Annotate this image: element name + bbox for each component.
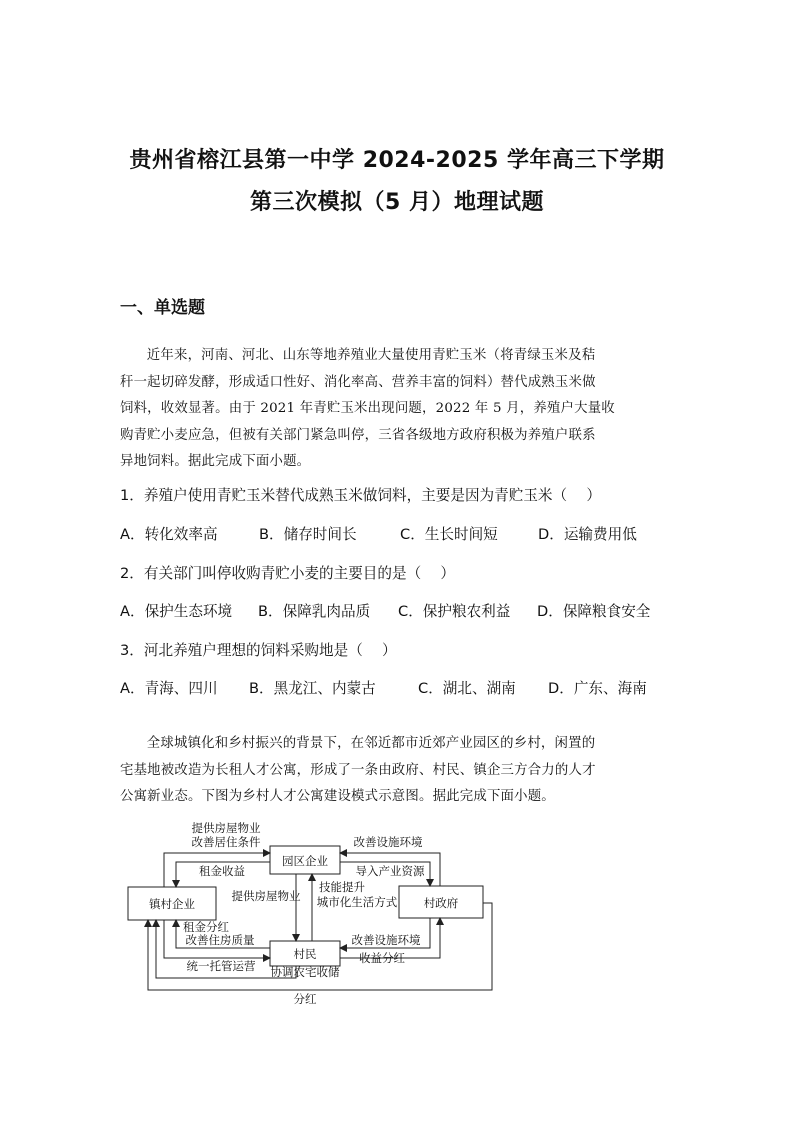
- label-bottom-dividend: 分红: [293, 992, 317, 1006]
- question-3-option-c[interactable]: C．湖北、湖南: [418, 680, 516, 697]
- label-town-park-1: 提供房屋物业: [191, 821, 261, 835]
- label-town-villagers: 统一托管运营: [186, 959, 256, 973]
- passage-2-line: 公寓新业态。下图为乡村人才公寓建设模式示意图。据此完成下面小题。: [120, 789, 555, 804]
- document-title-line-2: 第三次模拟（5 月）地理试题: [250, 190, 544, 215]
- question-1-option-c[interactable]: C．生长时间短: [400, 526, 498, 543]
- node-park-label: 园区企业: [282, 854, 328, 868]
- section-heading: 一、单选题: [120, 298, 205, 318]
- label-gov-villagers: 改善设施环境: [351, 933, 421, 947]
- question-3-stem: 3．河北养殖户理想的饲料采购地是（ ）: [120, 642, 397, 659]
- label-villagers-loop: 协调农宅收储: [270, 965, 340, 979]
- label-villagers-town-1: 租金分红: [183, 920, 229, 934]
- passage-1-line: 异地饲料。据此完成下面小题。: [120, 454, 311, 469]
- question-1-option-d[interactable]: D．运输费用低: [538, 526, 637, 543]
- label-town-park-2: 改善居住条件: [191, 835, 261, 849]
- label-gov-park: 改善设施环境: [353, 835, 423, 849]
- label-park-villagers-left: 提供房屋物业: [231, 889, 301, 903]
- question-2-option-a[interactable]: A．保护生态环境: [120, 603, 233, 620]
- label-villagers-park-1: 技能提升: [319, 880, 365, 894]
- node-gov-label: 村政府: [423, 896, 459, 910]
- node-town-label: 镇村企业: [149, 897, 195, 911]
- label-villagers-park-2: 城市化生活方式: [316, 895, 398, 909]
- passage-1-line: 近年来，河南、河北、山东等地养殖业大量使用青贮玉米（将青绿玉米及秸: [146, 348, 596, 363]
- question-2-option-b[interactable]: B．保障乳肉品质: [258, 603, 371, 620]
- passage-2-line: 全球城镇化和乡村振兴的背景下，在邻近都市近郊产业园区的乡村，闲置的: [146, 736, 596, 751]
- passage-1-line: 饲料，收效显著。由于 2021 年青贮玉米出现问题，2022 年 5 月，养殖户大量收: [120, 401, 615, 416]
- node-villagers-label: 村民: [293, 947, 317, 961]
- label-villagers-gov: 收益分红: [359, 951, 405, 965]
- question-3-option-b[interactable]: B．黑龙江、内蒙古: [249, 680, 376, 697]
- question-3-option-a[interactable]: A．青海、四川: [120, 680, 218, 697]
- question-1-option-b[interactable]: B．储存时间长: [259, 526, 357, 543]
- label-park-gov: 导入产业资源: [355, 864, 425, 878]
- label-villagers-town-2: 改善住房质量: [185, 933, 255, 947]
- label-park-town: 租金收益: [199, 864, 245, 878]
- document-title-line-1: 贵州省榕江县第一中学 2024-2025 学年高三下学期: [129, 148, 665, 173]
- question-2-option-d[interactable]: D．保障粮食安全: [537, 603, 651, 620]
- passage-1-line: 购青贮小麦应急，但被有关部门紧急叫停，三省各级地方政府积极为养殖户联系: [120, 427, 596, 443]
- question-3-option-d[interactable]: D．广东、海南: [548, 680, 647, 697]
- passage-2-line: 宅基地被改造为长租人才公寓，形成了一条由政府、村民、镇企三方合力的人才: [120, 762, 596, 778]
- passage-1-line: 秆一起切碎发酵，形成适口性好、消化率高、营养丰富的饲料）替代成熟玉米做: [120, 374, 596, 390]
- question-1-option-a[interactable]: A．转化效率高: [120, 526, 218, 543]
- question-1-stem: 1．养殖户使用青贮玉米替代成熟玉米做饲料，主要是因为青贮玉米（ ）: [120, 487, 601, 504]
- question-2-option-c[interactable]: C．保护粮农利益: [398, 603, 511, 620]
- question-2-stem: 2．有关部门叫停收购青贮小麦的主要目的是（ ）: [120, 565, 455, 582]
